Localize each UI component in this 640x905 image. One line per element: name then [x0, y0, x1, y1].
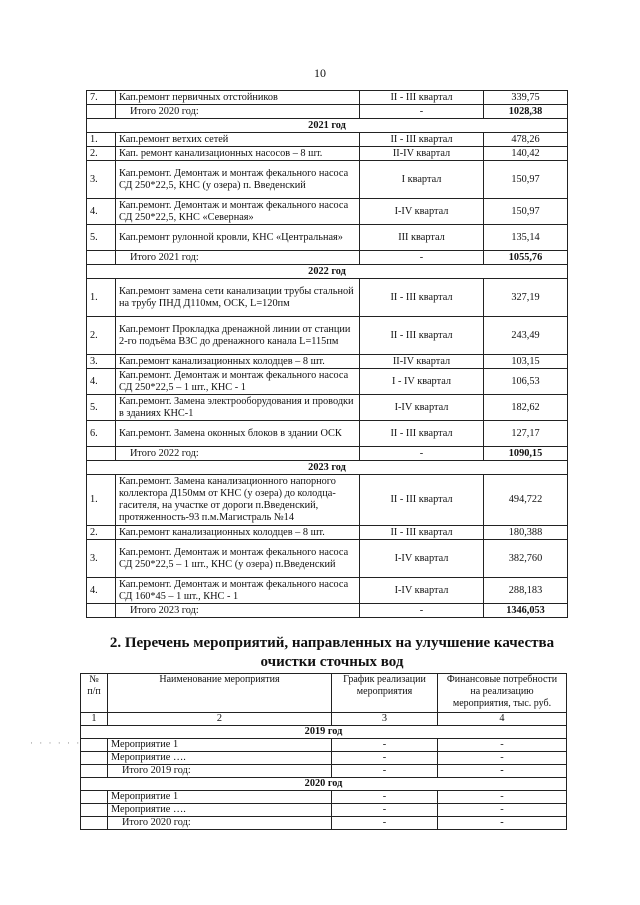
year-header-row [87, 119, 568, 133]
year-header-row [81, 778, 567, 791]
measure-name: Кап.ремонт. Демонтаж и монтаж фекального насоса СД 250*22,5, КНС «Северная» [116, 199, 360, 225]
table-row [87, 526, 568, 540]
table-row [81, 752, 567, 765]
schedule: II - III квартал [360, 475, 484, 526]
total-row [81, 765, 567, 778]
row-number: 5. [87, 225, 116, 251]
total-label: Итого 2023 год: [116, 604, 360, 618]
measure-name: Кап.ремонт. Демонтаж и монтаж фекального насоса СД 160*45 – 1 шт., КНС - 1 [116, 578, 360, 604]
year-header-row [87, 461, 568, 475]
table-row [87, 355, 568, 369]
table-row [87, 199, 568, 225]
table-row [87, 147, 568, 161]
schedule: I-IV квартал [360, 540, 484, 578]
table-row [81, 791, 567, 804]
row-number: 7. [87, 91, 116, 105]
table-row [87, 279, 568, 317]
schedule: I квартал [360, 161, 484, 199]
year-label: 2019 год [81, 726, 567, 739]
table-row [87, 540, 568, 578]
row-number: 4. [87, 199, 116, 225]
row-number: 5. [87, 395, 116, 421]
cost: 494,722 [484, 475, 568, 526]
row-number [81, 752, 108, 765]
table-row [87, 225, 568, 251]
row-number: 1. [87, 133, 116, 147]
measure-name: Кап.ремонт Прокладка дренажной линии от станции 2-го подъёма ВЗС до дренажного канала L=115пм [116, 317, 360, 355]
schedule: II - III квартал [360, 421, 484, 447]
total-schedule: - [360, 251, 484, 265]
total-label: Итого 2022 год: [116, 447, 360, 461]
cost: 382,760 [484, 540, 568, 578]
cost: 327,19 [484, 279, 568, 317]
total-cost: 1346,053 [484, 604, 568, 618]
total-schedule: - [360, 105, 484, 119]
treatment-measures-table [80, 673, 567, 830]
schedule: I-IV квартал [360, 395, 484, 421]
total-label: Итого 2020 год: [116, 105, 360, 119]
cost: - [438, 739, 567, 752]
table-row [87, 395, 568, 421]
row-number: 3. [87, 355, 116, 369]
table-header-row [81, 674, 567, 713]
schedule: II-IV квартал [360, 355, 484, 369]
row-number [81, 791, 108, 804]
row-number: 6. [87, 421, 116, 447]
row-number: 1. [87, 279, 116, 317]
row-number [87, 251, 116, 265]
page-number: 10 [314, 66, 326, 80]
total-label: Итого 2019 год: [108, 765, 332, 778]
schedule: - [332, 804, 438, 817]
measure-name: Кап.ремонт замена сети канализации трубы стальной на трубу ПНД Д110мм, ОСК, L=120пм [116, 279, 360, 317]
schedule: III квартал [360, 225, 484, 251]
header-finance: Финансовые потребности на реализацию мероприятия, тыс. руб. [438, 674, 567, 713]
cost: 288,183 [484, 578, 568, 604]
cost: 478,26 [484, 133, 568, 147]
table-row [87, 317, 568, 355]
row-number [81, 804, 108, 817]
column-index: 3 [332, 713, 438, 726]
year-label: 2020 год [81, 778, 567, 791]
total-row [87, 105, 568, 119]
column-index-row [81, 713, 567, 726]
schedule: II - III квартал [360, 526, 484, 540]
schedule: II - III квартал [360, 279, 484, 317]
year-label: 2022 год [87, 265, 568, 279]
measure-name: Мероприятие 1 [108, 791, 332, 804]
row-number [81, 817, 108, 830]
total-schedule: - [360, 447, 484, 461]
measure-name: Кап.ремонт первичных отстойников [116, 91, 360, 105]
row-number [81, 739, 108, 752]
schedule: II-IV квартал [360, 147, 484, 161]
table-row [87, 578, 568, 604]
header-num: № п/п [81, 674, 108, 713]
measure-name: Кап.ремонт. Демонтаж и монтаж фекального насоса СД 250*22,5 – 1 шт., КНС - 1 [116, 369, 360, 395]
row-number: 2. [87, 526, 116, 540]
schedule: II - III квартал [360, 317, 484, 355]
total-row [87, 604, 568, 618]
total-cost: - [438, 817, 567, 830]
table-row [87, 421, 568, 447]
total-row [81, 817, 567, 830]
cost: - [438, 791, 567, 804]
measure-name: Кап.ремонт канализационных колодцев – 8 шт. [116, 526, 360, 540]
row-number: 3. [87, 161, 116, 199]
measure-name: Кап.ремонт. Замена электрооборудования и проводки в зданиях КНС-1 [116, 395, 360, 421]
total-label: Итого 2020 год: [108, 817, 332, 830]
table-row [81, 739, 567, 752]
total-row [87, 251, 568, 265]
total-schedule: - [360, 604, 484, 618]
header-schedule: График реализации мероприятия [332, 674, 438, 713]
cost: 106,53 [484, 369, 568, 395]
measure-name: Кап.ремонт рулонной кровли, КНС «Центральная» [116, 225, 360, 251]
cost: 182,62 [484, 395, 568, 421]
table-row [81, 804, 567, 817]
cost: 339,75 [484, 91, 568, 105]
row-number [81, 765, 108, 778]
column-index: 4 [438, 713, 567, 726]
cost: 135,14 [484, 225, 568, 251]
scan-artifact: · · · · · · [30, 738, 82, 748]
cost: 103,15 [484, 355, 568, 369]
year-label: 2021 год [87, 119, 568, 133]
capital-repair-table [86, 90, 568, 618]
total-schedule: - [332, 817, 438, 830]
schedule: - [332, 791, 438, 804]
measure-name: Кап.ремонт канализационных колодцев – 8 шт. [116, 355, 360, 369]
cost: 180,388 [484, 526, 568, 540]
measure-name: Кап.ремонт. Демонтаж и монтаж фекального насоса СД 250*22,5 – 1 шт., КНС (у озера) п.Введенский [116, 540, 360, 578]
column-index: 1 [81, 713, 108, 726]
total-cost: 1090,15 [484, 447, 568, 461]
total-cost: 1055,76 [484, 251, 568, 265]
row-number: 3. [87, 540, 116, 578]
row-number: 2. [87, 147, 116, 161]
measure-name: Кап. ремонт канализационных насосов – 8 шт. [116, 147, 360, 161]
column-index: 2 [108, 713, 332, 726]
schedule: - [332, 752, 438, 765]
table-row [87, 475, 568, 526]
measure-name: Мероприятие …. [108, 804, 332, 817]
total-row [87, 447, 568, 461]
row-number [87, 604, 116, 618]
cost: 127,17 [484, 421, 568, 447]
cost: 150,97 [484, 161, 568, 199]
schedule: II - III квартал [360, 133, 484, 147]
measure-name: Кап.ремонт. Замена канализационного напорного коллектора Д150мм от КНС (у озера) до колодца-гасителя, на участке от дороги п.Введенский, протяженность-93 п.м.Магистраль №14 [116, 475, 360, 526]
row-number: 4. [87, 369, 116, 395]
measure-name: Мероприятие …. [108, 752, 332, 765]
cost: 243,49 [484, 317, 568, 355]
measure-name: Кап.ремонт ветхих сетей [116, 133, 360, 147]
year-header-row [81, 726, 567, 739]
total-schedule: - [332, 765, 438, 778]
row-number: 2. [87, 317, 116, 355]
row-number: 4. [87, 578, 116, 604]
schedule: I - IV квартал [360, 369, 484, 395]
row-number [87, 105, 116, 119]
section-2-title: 2. Перечень мероприятий, направленных на улучшение качества очистки сточных вод [109, 635, 555, 670]
cost: 150,97 [484, 199, 568, 225]
measure-name: Кап.ремонт. Демонтаж и монтаж фекального насоса СД 250*22,5, КНС (у озера) п. Введенский [116, 161, 360, 199]
year-label: 2023 год [87, 461, 568, 475]
schedule: - [332, 739, 438, 752]
cost: 140,42 [484, 147, 568, 161]
row-number [87, 447, 116, 461]
table-row [87, 133, 568, 147]
table-row [87, 91, 568, 105]
schedule: I-IV квартал [360, 578, 484, 604]
cost: - [438, 752, 567, 765]
total-cost: - [438, 765, 567, 778]
schedule: I-IV квартал [360, 199, 484, 225]
total-cost: 1028,38 [484, 105, 568, 119]
total-label: Итого 2021 год: [116, 251, 360, 265]
schedule: II - III квартал [360, 91, 484, 105]
cost: - [438, 804, 567, 817]
table-row [87, 369, 568, 395]
measure-name: Мероприятие 1 [108, 739, 332, 752]
header-name: Наименование мероприятия [108, 674, 332, 713]
table-row [87, 161, 568, 199]
measure-name: Кап.ремонт. Замена оконных блоков в здании ОСК [116, 421, 360, 447]
year-header-row [87, 265, 568, 279]
row-number: 1. [87, 475, 116, 526]
